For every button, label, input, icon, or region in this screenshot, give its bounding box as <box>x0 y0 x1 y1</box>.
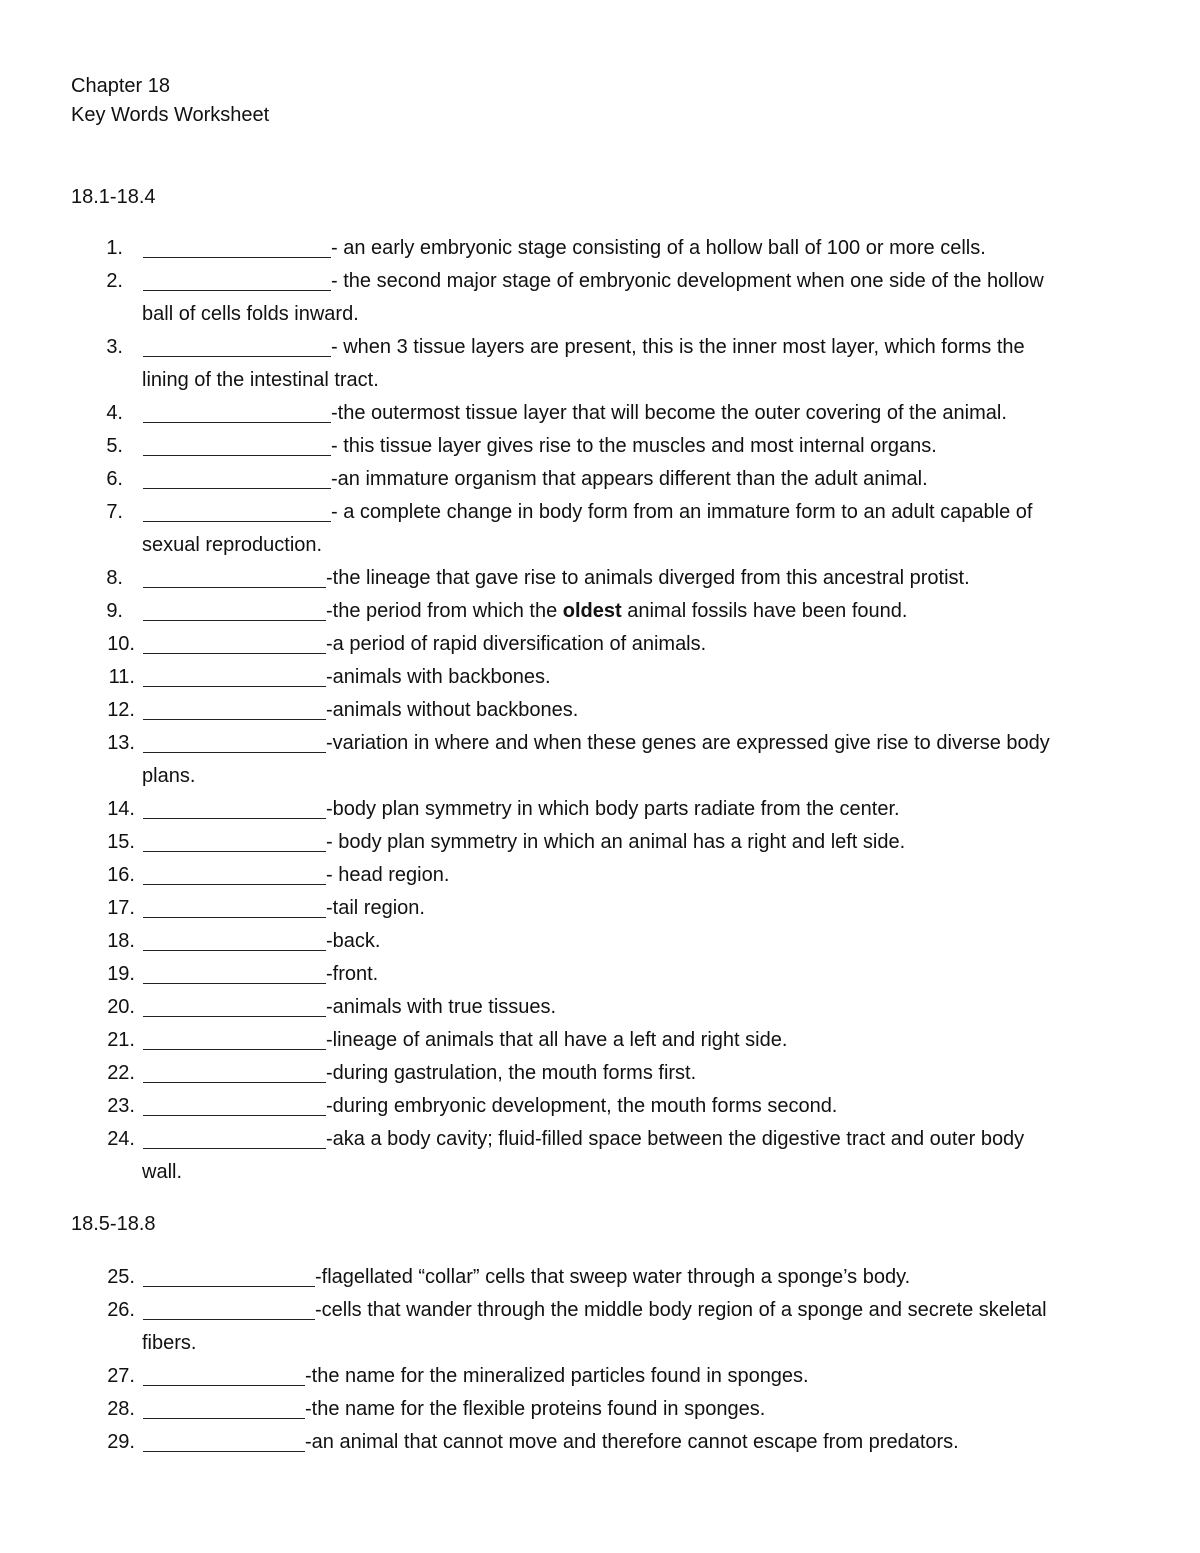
answer-blank[interactable] <box>143 488 331 489</box>
item-number: 15. <box>107 831 135 853</box>
answer-blank[interactable] <box>143 851 326 852</box>
item-definition: -an immature organism that appears different than the adult animal. <box>331 468 928 490</box>
item-definition-continued: sexual reproduction. <box>142 534 323 556</box>
answer-blank[interactable] <box>143 1418 305 1419</box>
item-definition: - the second major stage of embryonic development when one side of the hollow <box>331 270 1044 292</box>
item-number: 18. <box>107 930 135 952</box>
item-definition: - a complete change in body form from an immature form to an adult capable of <box>331 501 1033 523</box>
item-definition: -a period of rapid diversification of animals. <box>326 633 707 655</box>
answer-blank[interactable] <box>143 818 326 819</box>
item-number: 28. <box>107 1398 135 1420</box>
item-definition: -variation in where and when these genes are expressed give rise to diverse body <box>326 732 1050 754</box>
item-definition: - when 3 tissue layers are present, this is the inner most layer, which forms the <box>331 336 1025 358</box>
answer-blank[interactable] <box>143 422 331 423</box>
section-heading: 18.1-18.4 <box>71 186 156 208</box>
item-number: 1. <box>106 237 123 259</box>
emphasized-word: oldest <box>562 600 622 622</box>
item-number: 7. <box>106 501 123 523</box>
item-number: 19. <box>107 963 135 985</box>
item-definition: -the lineage that gave rise to animals diverged from this ancestral protist. <box>326 567 970 589</box>
definition-text: -the period from which the <box>326 600 563 622</box>
item-definition: -during gastrulation, the mouth forms first. <box>326 1062 697 1084</box>
answer-blank[interactable] <box>143 1319 315 1320</box>
worksheet-title: Key Words Worksheet <box>71 104 270 126</box>
answer-blank[interactable] <box>143 257 331 258</box>
answer-blank[interactable] <box>143 455 331 456</box>
item-definition: - head region. <box>326 864 450 886</box>
item-number: 29. <box>107 1431 135 1453</box>
item-definition-continued: ball of cells folds inward. <box>142 303 359 325</box>
item-definition: -aka a body cavity; fluid-filled space between the digestive tract and outer body <box>326 1128 1025 1150</box>
answer-blank[interactable] <box>143 290 331 291</box>
item-number: 11. <box>108 666 135 688</box>
item-definition <box>326 599 907 623</box>
item-definition: -animals without backbones. <box>326 699 579 721</box>
item-number: 16. <box>107 864 135 886</box>
answer-blank[interactable] <box>143 1451 305 1452</box>
answer-blank[interactable] <box>143 752 326 753</box>
item-number: 4. <box>106 402 123 424</box>
answer-blank[interactable] <box>143 1286 315 1287</box>
answer-blank[interactable] <box>143 653 326 654</box>
item-definition: - an early embryonic stage consisting of a hollow ball of 100 or more cells. <box>331 237 986 259</box>
answer-blank[interactable] <box>143 1049 326 1050</box>
item-definition-continued: wall. <box>142 1161 183 1183</box>
item-number: 20. <box>107 996 135 1018</box>
item-number: 10. <box>107 633 135 655</box>
item-definition-continued: lining of the intestinal tract. <box>142 369 379 391</box>
answer-blank[interactable] <box>143 620 326 621</box>
item-number: 13. <box>107 732 135 754</box>
answer-blank[interactable] <box>143 917 326 918</box>
item-definition: -cells that wander through the middle body region of a sponge and secrete skeletal <box>315 1299 1047 1321</box>
item-definition: -body plan symmetry in which body parts radiate from the center. <box>326 798 900 820</box>
item-number: 5. <box>106 435 123 457</box>
item-definition: - this tissue layer gives rise to the muscles and most internal organs. <box>331 435 937 457</box>
answer-blank[interactable] <box>143 719 326 720</box>
item-number: 2. <box>106 270 123 292</box>
item-definition: -flagellated “collar” cells that sweep water through a sponge’s body. <box>315 1266 911 1288</box>
item-number: 27. <box>107 1365 135 1387</box>
answer-blank[interactable] <box>143 950 326 951</box>
answer-blank[interactable] <box>143 686 326 687</box>
item-definition-continued: fibers. <box>142 1332 197 1354</box>
item-definition: -front. <box>326 963 379 985</box>
answer-blank[interactable] <box>143 521 331 522</box>
item-number: 3. <box>106 336 123 358</box>
item-number: 12. <box>107 699 135 721</box>
item-definition: -lineage of animals that all have a left and right side. <box>326 1029 788 1051</box>
item-definition: - body plan symmetry in which an animal has a right and left side. <box>326 831 906 853</box>
item-definition: -the outermost tissue layer that will become the outer covering of the animal. <box>331 402 1007 424</box>
answer-blank[interactable] <box>143 356 331 357</box>
item-number: 14. <box>107 798 135 820</box>
answer-blank[interactable] <box>143 1115 326 1116</box>
item-definition: -back. <box>326 930 381 952</box>
section-heading: 18.5-18.8 <box>71 1213 156 1235</box>
item-number: 26. <box>107 1299 135 1321</box>
chapter-label: Chapter 18 <box>71 75 170 97</box>
definition-text: animal fossils have been found. <box>621 600 908 622</box>
answer-blank[interactable] <box>143 1016 326 1017</box>
answer-blank[interactable] <box>143 983 326 984</box>
answer-blank[interactable] <box>143 884 326 885</box>
item-definition: -during embryonic development, the mouth forms second. <box>326 1095 838 1117</box>
item-definition: -the name for the mineralized particles found in sponges. <box>305 1365 809 1387</box>
item-definition: -the name for the flexible proteins found in sponges. <box>305 1398 766 1420</box>
item-number: 6. <box>106 468 123 490</box>
item-definition: -an animal that cannot move and therefore cannot escape from predators. <box>305 1431 959 1453</box>
item-number: 22. <box>107 1062 135 1084</box>
answer-blank[interactable] <box>143 587 326 588</box>
answer-blank[interactable] <box>143 1148 326 1149</box>
item-definition: -animals with backbones. <box>326 666 551 688</box>
item-number: 17. <box>107 897 135 919</box>
answer-blank[interactable] <box>143 1385 305 1386</box>
item-definition-continued: plans. <box>142 765 196 787</box>
item-number: 25. <box>107 1266 135 1288</box>
item-definition: -animals with true tissues. <box>326 996 557 1018</box>
item-number: 21. <box>107 1029 135 1051</box>
item-number: 8. <box>106 567 123 589</box>
answer-blank[interactable] <box>143 1082 326 1083</box>
item-number: 23. <box>107 1095 135 1117</box>
item-number: 24. <box>107 1128 135 1150</box>
item-definition: -tail region. <box>326 897 425 919</box>
item-number: 9. <box>106 600 123 622</box>
